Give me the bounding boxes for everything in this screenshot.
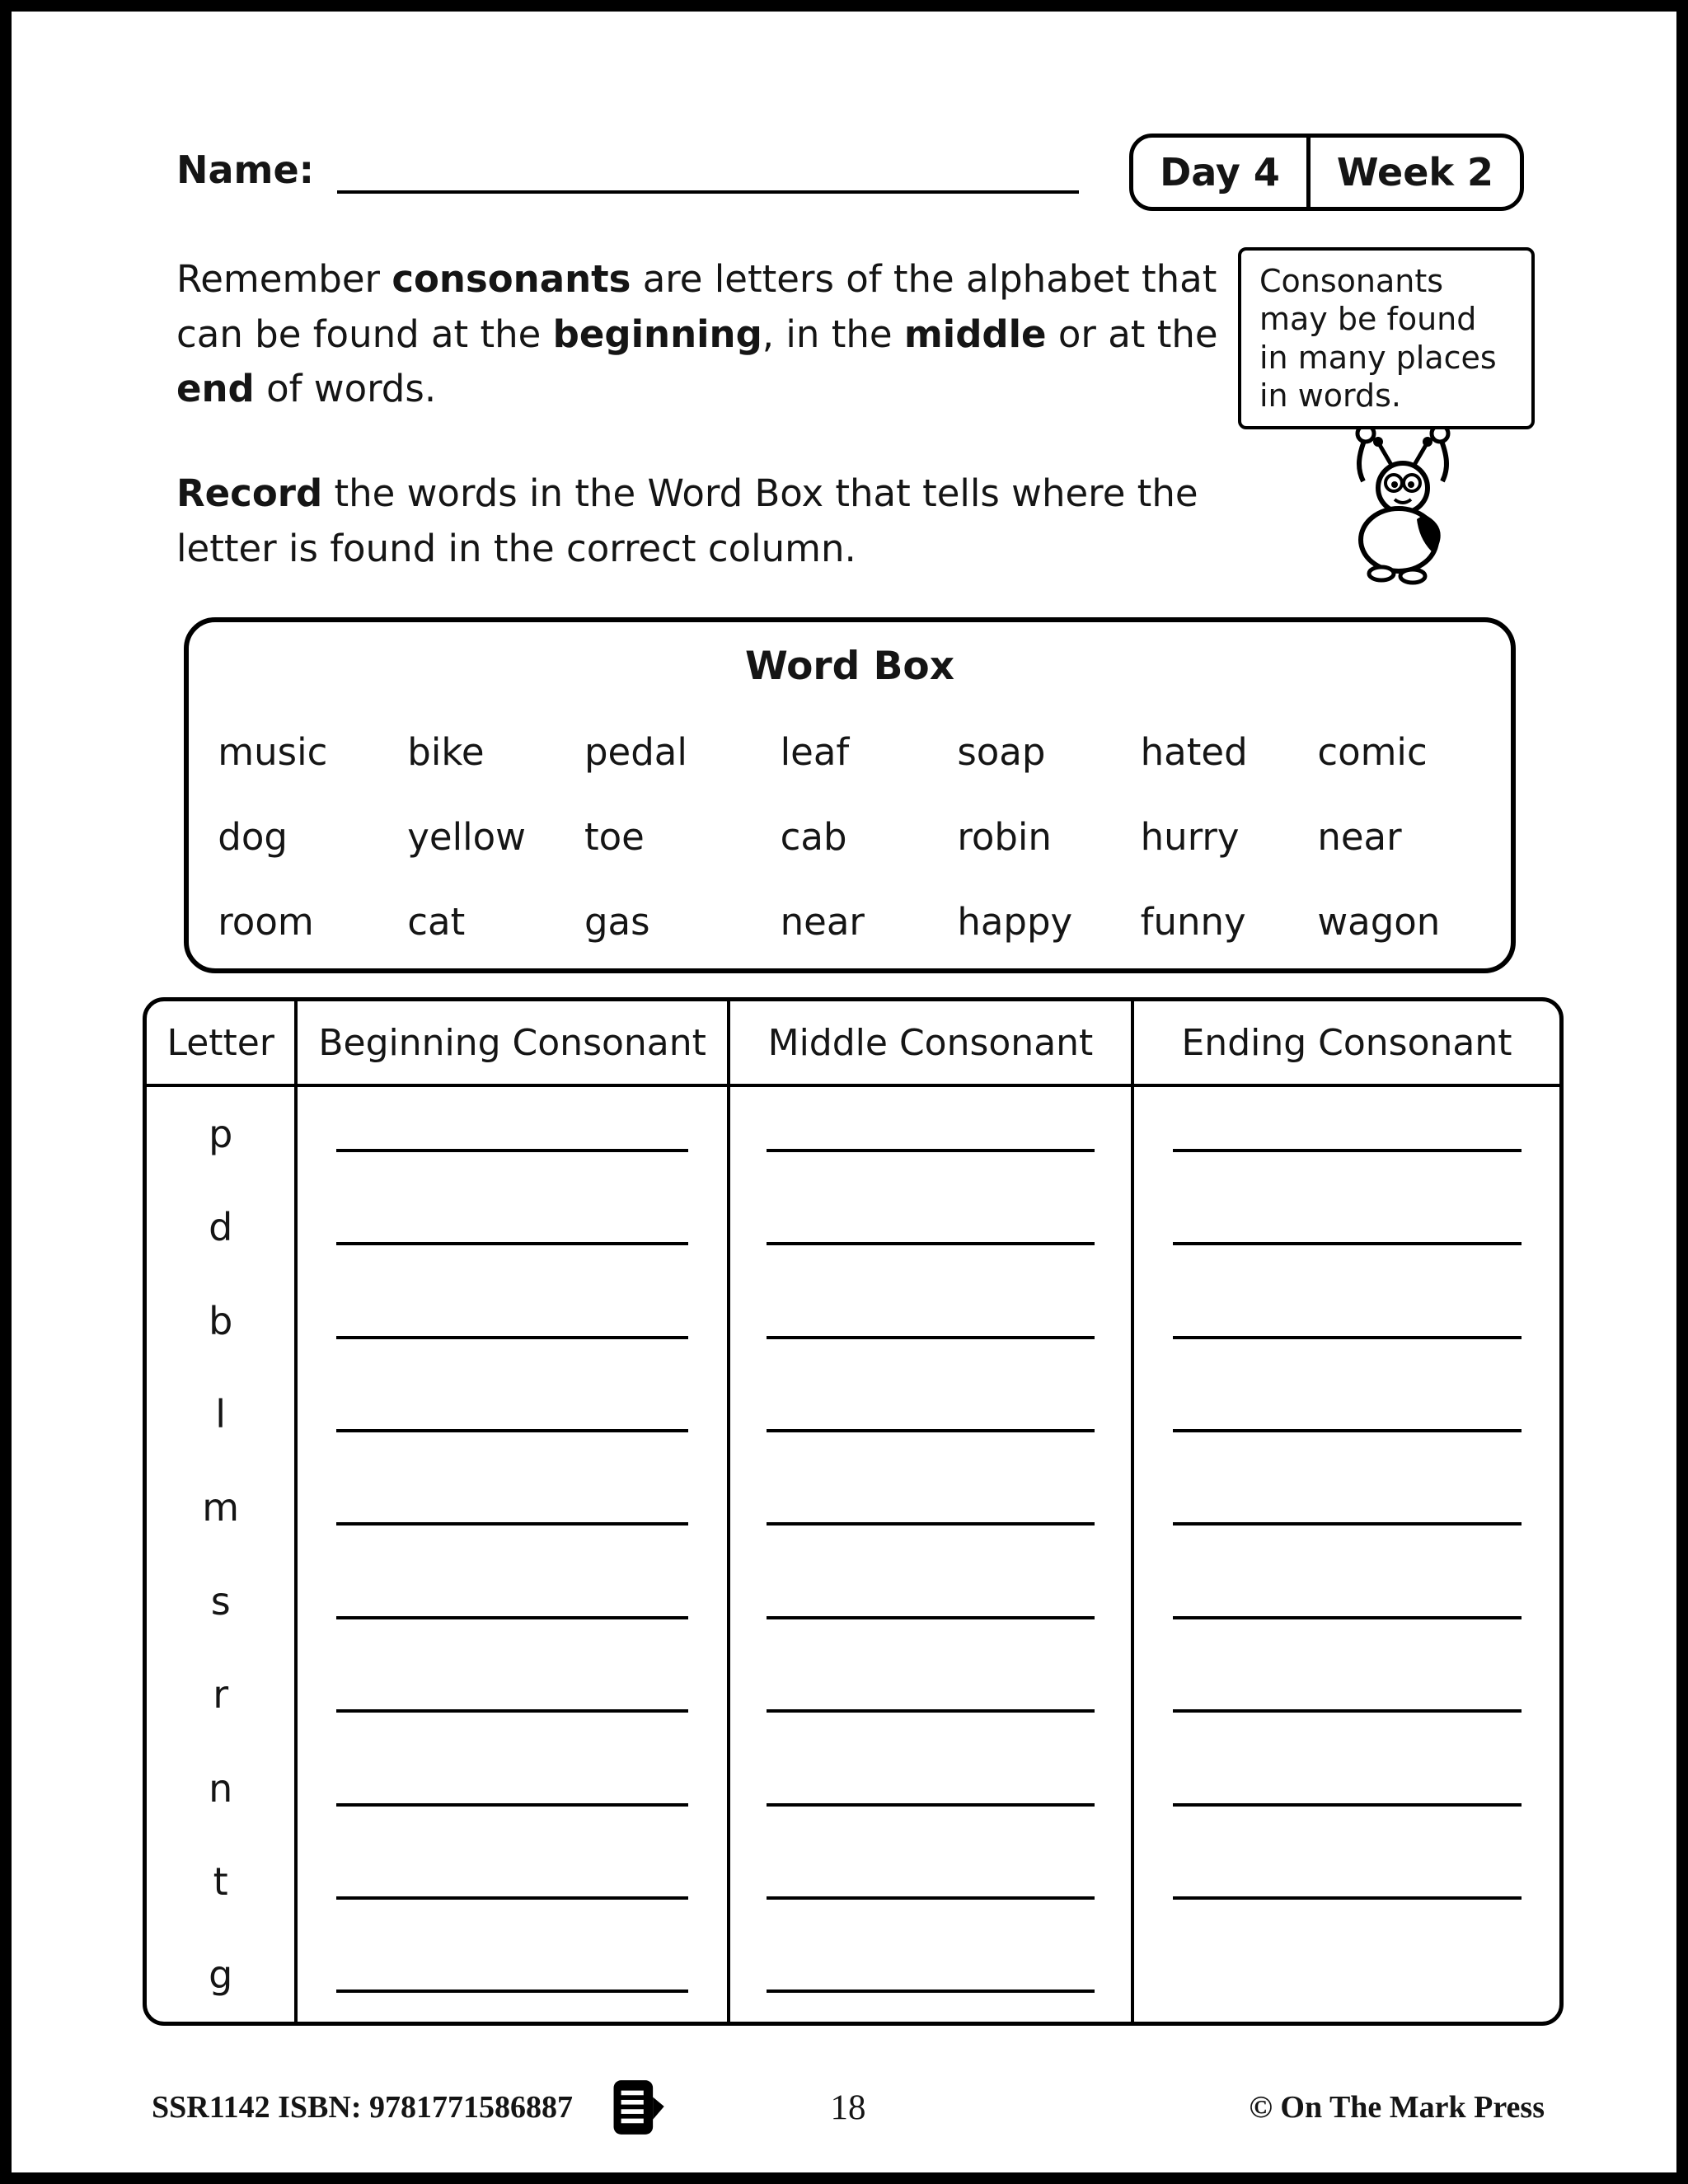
answer-line-ending[interactable] (1173, 1896, 1522, 1900)
bug-mascot-icon (1287, 412, 1518, 585)
word-row (189, 900, 1511, 944)
word-box (184, 617, 1516, 973)
answer-line-beginning[interactable] (336, 1709, 688, 1713)
word: yellow (407, 815, 526, 859)
answer-line-middle[interactable] (767, 1896, 1095, 1900)
word: near (780, 900, 865, 944)
answer-line-ending[interactable] (1173, 1242, 1522, 1245)
word: bike (407, 730, 485, 774)
text-segment: , in the (762, 312, 904, 356)
page-number: 18 (830, 2088, 866, 2127)
answer-line-beginning[interactable] (336, 1429, 688, 1432)
word: happy (957, 900, 1073, 944)
answer-line-middle[interactable] (767, 1336, 1095, 1339)
answer-line-beginning[interactable] (336, 1990, 688, 1993)
text-segment: of words. (254, 367, 437, 411)
answer-line-beginning[interactable] (336, 1242, 688, 1245)
table-row (147, 1274, 1559, 1367)
table-row (147, 1367, 1559, 1460)
letter-label: n (209, 1765, 233, 1811)
text-segment-bold: beginning (552, 312, 762, 356)
letter-label: p (209, 1111, 233, 1156)
table-header-row (147, 1001, 1559, 1087)
letter-label: d (209, 1205, 233, 1250)
answer-line-beginning[interactable] (336, 1522, 688, 1526)
table-row (147, 1461, 1559, 1554)
word: music (218, 730, 328, 774)
word: wagon (1317, 900, 1441, 944)
text-segment: are letters of the alphabet that (631, 257, 1217, 301)
publisher-logo-icon (610, 2076, 666, 2139)
answer-line-middle[interactable] (767, 1242, 1095, 1245)
letter-label: l (215, 1391, 227, 1436)
word: dog (218, 815, 288, 859)
column-header-ending: Ending Consonant (1181, 1021, 1512, 1064)
word: leaf (780, 730, 850, 774)
answer-line-middle[interactable] (767, 1429, 1095, 1432)
text-segment-bold: middle (903, 312, 1047, 356)
intro-paragraph (176, 252, 1240, 417)
table-row (147, 1835, 1559, 1928)
table-row (147, 1180, 1559, 1273)
text-segment: letter is found in the correct column. (176, 526, 856, 570)
name-write-line[interactable] (337, 156, 1079, 194)
day-badge: Day 4 (1160, 150, 1280, 194)
answer-line-ending[interactable] (1173, 1709, 1522, 1713)
column-header-beginning: Beginning Consonant (298, 1001, 729, 1084)
sign-text: Consonants may be found in many places in words. (1259, 263, 1497, 415)
name-group (176, 148, 1079, 194)
table-row (147, 1554, 1559, 1647)
letter-label: g (209, 1952, 233, 1998)
answer-line-beginning[interactable] (336, 1803, 688, 1807)
answer-line-ending[interactable] (1173, 1429, 1522, 1432)
table-body (147, 1087, 1559, 2022)
footer-isbn: SSR1142 ISBN: 9781771586887 (152, 2090, 573, 2125)
answer-line-beginning[interactable] (336, 1336, 688, 1339)
letter-label: m (202, 1485, 240, 1530)
answer-line-ending[interactable] (1173, 1336, 1522, 1339)
answer-line-ending[interactable] (1173, 1149, 1522, 1152)
word: room (218, 900, 314, 944)
word: toe (584, 815, 645, 859)
letter-label: t (213, 1858, 228, 1904)
text-segment: the words in the Word Box that tells where the (322, 471, 1198, 515)
text-segment-bold: end (176, 367, 255, 411)
day-week-badge (1129, 134, 1524, 211)
text-segment: Remember (176, 257, 392, 301)
answer-line-ending[interactable] (1173, 1803, 1522, 1807)
word: hated (1140, 730, 1248, 774)
word-row (189, 815, 1511, 859)
answer-line-ending[interactable] (1173, 1616, 1522, 1619)
answer-line-middle[interactable] (767, 1616, 1095, 1619)
answer-line-ending[interactable] (1173, 1522, 1522, 1526)
column-header-middle: Middle Consonant (730, 1001, 1134, 1084)
week-badge: Week 2 (1306, 138, 1520, 207)
column-header-letter: Letter (147, 1001, 298, 1084)
answer-line-middle[interactable] (767, 1990, 1095, 1993)
word: pedal (584, 730, 687, 774)
text-segment: or at the (1046, 312, 1218, 356)
footer (152, 2076, 1545, 2139)
mascot-sign (1238, 247, 1535, 429)
word: hurry (1140, 815, 1240, 859)
word-box-title: Word Box (744, 644, 955, 689)
answer-line-middle[interactable] (767, 1522, 1095, 1526)
letter-label: b (209, 1298, 233, 1343)
answer-line-middle[interactable] (767, 1803, 1095, 1807)
text-segment-bold: Record (176, 471, 323, 515)
consonant-table (143, 997, 1564, 2026)
footer-copyright: © On The Mark Press (1249, 2090, 1545, 2125)
table-row (147, 1647, 1559, 1741)
answer-line-middle[interactable] (767, 1149, 1095, 1152)
word: near (1317, 815, 1402, 859)
bug-mascot-illustration (1287, 412, 1518, 588)
word: robin (957, 815, 1052, 859)
record-paragraph (176, 466, 1240, 576)
answer-line-middle[interactable] (767, 1709, 1095, 1713)
letter-label: s (210, 1578, 231, 1624)
name-label: Name: (176, 148, 315, 192)
header (176, 134, 1524, 211)
table-row (147, 1741, 1559, 1835)
text-segment-bold: consonants (392, 257, 631, 301)
word: funny (1140, 900, 1246, 944)
table-row (147, 1929, 1559, 2022)
word-row (189, 730, 1511, 774)
word: comic (1317, 730, 1428, 774)
answer-line-beginning[interactable] (336, 1616, 688, 1619)
word: soap (957, 730, 1046, 774)
footer-left (152, 2076, 831, 2139)
answer-line-beginning[interactable] (336, 1896, 688, 1900)
text-segment: can be found at the (176, 312, 553, 356)
table-row (147, 1087, 1559, 1180)
word: cat (407, 900, 466, 944)
word: cab (780, 815, 847, 859)
word: gas (584, 900, 650, 944)
letter-label: r (213, 1672, 229, 1718)
answer-line-beginning[interactable] (336, 1149, 688, 1152)
